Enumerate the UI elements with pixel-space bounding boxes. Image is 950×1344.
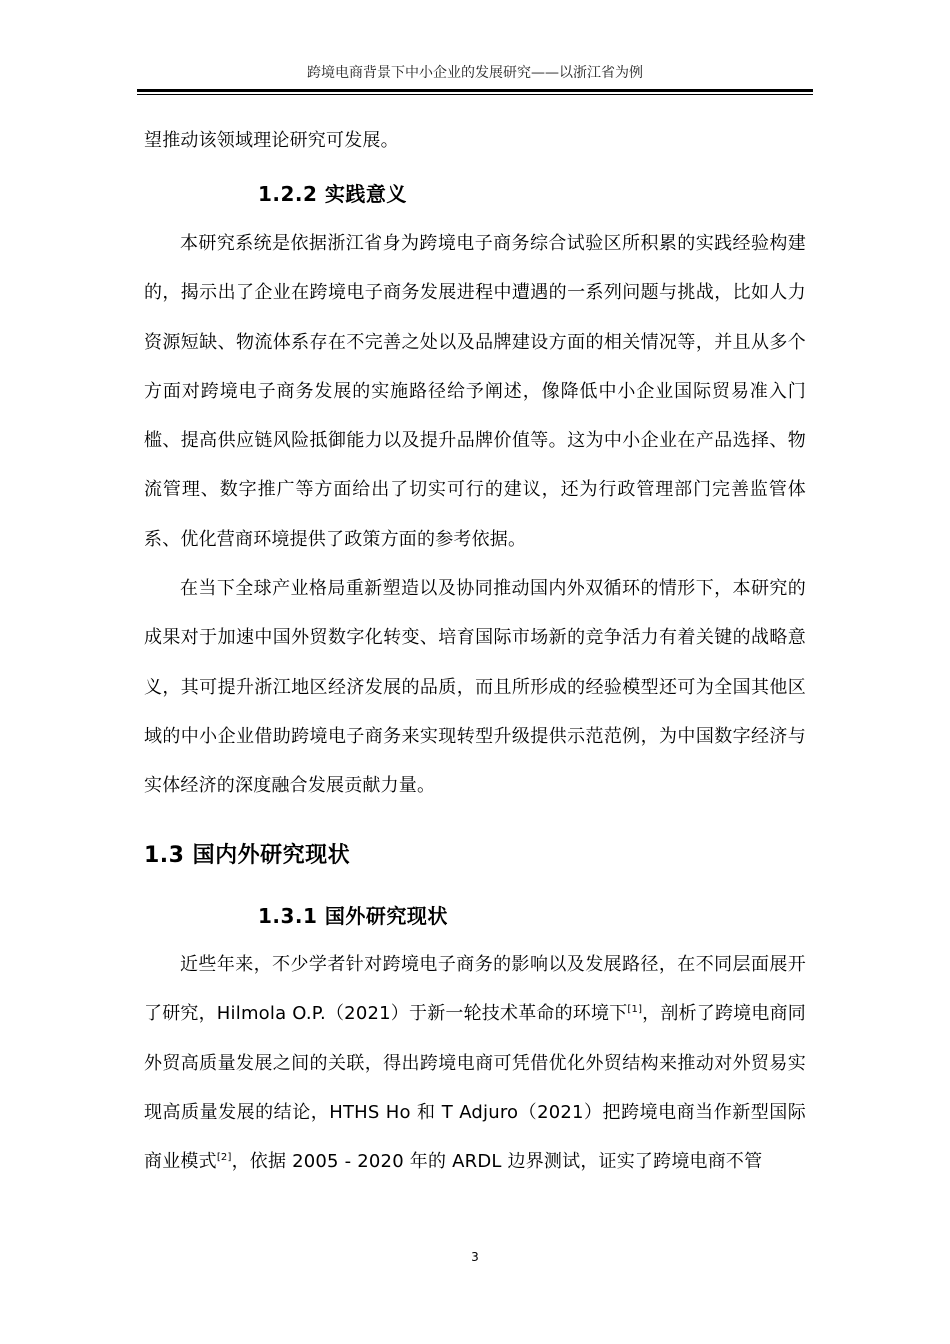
paragraph-text: 近些年来，不少学者针对跨境电子商务的影响以及发展路径，在不同层面展开了研究，Hilmola O.P.（2021）于新一轮技术革命的环境下: [144, 954, 806, 1025]
citation-2: [2]: [216, 1152, 232, 1164]
section-heading-1-2-2: 1.2.2 实践意义: [258, 182, 407, 206]
running-header: 跨境电商背景下中小企业的发展研究——以浙江省为例: [307, 65, 643, 81]
paragraph-foreign-research: [144, 940, 806, 1186]
citation-1: [1]: [627, 1004, 643, 1016]
paragraph-text: ，剖析了跨境电商同外贸高质量发展之间的关联，得出跨境电商可凭借优化外贸结构来推动对外贸易实现高质量发展的结论，HTHS Ho 和 T Adjuro（2021）把跨境电商当作新型国际商业模式: [144, 1003, 806, 1173]
paragraph-continuation: 望推动该领域理论研究可发展。: [144, 130, 399, 151]
paragraph-text: ，依据 2005 - 2020 年的 ARDL 边界测试，证实了跨境电商不管: [231, 1151, 763, 1173]
section-heading-1-3: 1.3 国内外研究现状: [144, 843, 351, 868]
section-heading-1-3-1: 1.3.1 国外研究现状: [258, 904, 448, 928]
header-rule-thin: [137, 94, 813, 95]
paragraph-practical-significance-2: 在当下全球产业格局重新塑造以及协同推动国内外双循环的情形下，本研究的成果对于加速中国外贸数字化转变、培育国际市场新的竞争活力有着关键的战略意义，其可提升浙江地区经济发展的品质，而且所形成的经验模型还可为全国其他区域的中小企业借助跨境电子商务来实现转型升级提供示范范例，为中国数字经济与实体经济的深度融合发展贡献力量。: [144, 578, 806, 797]
header-rule-thick: [137, 89, 813, 92]
paragraph-practical-significance-1: 本研究系统是依据浙江省身为跨境电子商务综合试验区所积累的实践经验构建的，揭示出了企业在跨境电子商务发展进程中遭遇的一系列问题与挑战，比如人力资源短缺、物流体系存在不完善之处以及品牌建设方面的相关情况等，并且从多个方面对跨境电子商务发展的实施路径给予阐述，像降低中小企业国际贸易准入门槛、提高供应链风险抵御能力以及提升品牌价值等。这为中小企业在产品选择、物流管理、数字推广等方面给出了切实可行的建议，还为行政管理部门完善监管体系、优化营商环境提供了政策方面的参考依据。: [144, 233, 806, 550]
page-number: 3: [471, 1250, 479, 1264]
